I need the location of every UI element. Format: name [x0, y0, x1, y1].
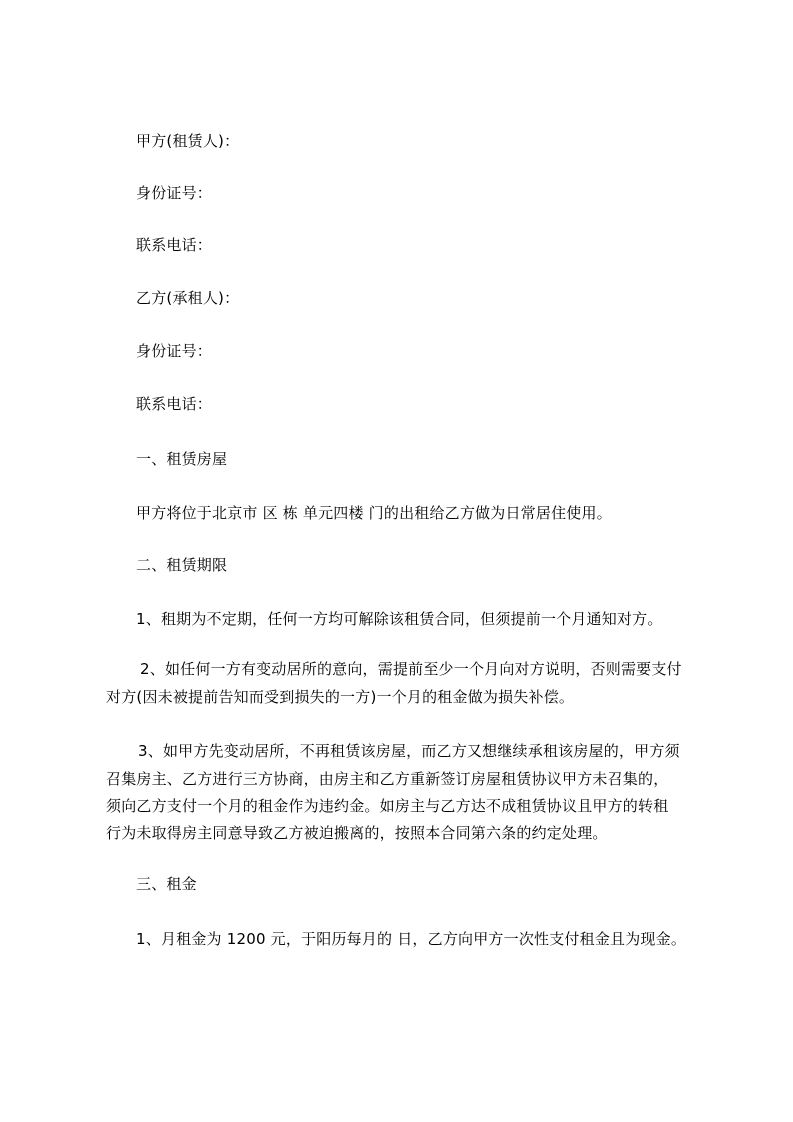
section-title-rental-term: 二、租赁期限 [136, 556, 228, 574]
party-a-phone-label: 联系电话： [136, 236, 213, 254]
rental-term-item-1: 1、租期为不定期，任何一方均可解除该租赁合同，但须提前一个月通知对方。 [136, 610, 663, 628]
party-b-phone-label: 联系电话： [136, 395, 213, 413]
rent-item-1: 1、月租金为 1200 元，于阳历每月的 日，乙方向甲方一次性支付租金且为现金。 [136, 930, 687, 948]
rental-term-item-3-line-4: 行为未取得房主同意导致乙方被迫搬离的，按照本合同第六条的约定处理。 [106, 824, 608, 842]
rental-term-item-2-line-2: 对方(因未被提前告知而受到损失的一方)一个月的租金做为损失补偿。 [106, 688, 575, 706]
party-a-id-label: 身份证号： [136, 184, 213, 202]
rental-house-paragraph: 甲方将位于北京市 区 栋 单元四楼 门的出租给乙方做为日常居住使用。 [136, 504, 612, 522]
rental-term-item-3-line-3: 须向乙方支付一个月的租金作为违约金。如房主与乙方达不成租赁协议且甲方的转租 [106, 797, 669, 815]
section-title-rental-house: 一、租赁房屋 [136, 450, 228, 468]
section-title-rent: 三、租金 [136, 875, 197, 893]
party-a-label: 甲方(租赁人)： [136, 132, 240, 150]
party-b-label: 乙方(承租人)： [136, 289, 240, 307]
rental-term-item-3-line-2: 召集房主、乙方进行三方协商，由房主和乙方重新签订房屋租赁协议甲方未召集的， [106, 770, 669, 788]
party-b-id-label: 身份证号： [136, 342, 213, 360]
rental-term-item-2-line-1: 2、如任何一方有变动居所的意向，需提前至少一个月向对方说明，否则需要支付 [140, 660, 682, 678]
rental-term-item-3-line-1: 3、如甲方先变动居所，不再租赁该房屋，而乙方又想继续承租该房屋的，甲方须 [138, 742, 680, 760]
